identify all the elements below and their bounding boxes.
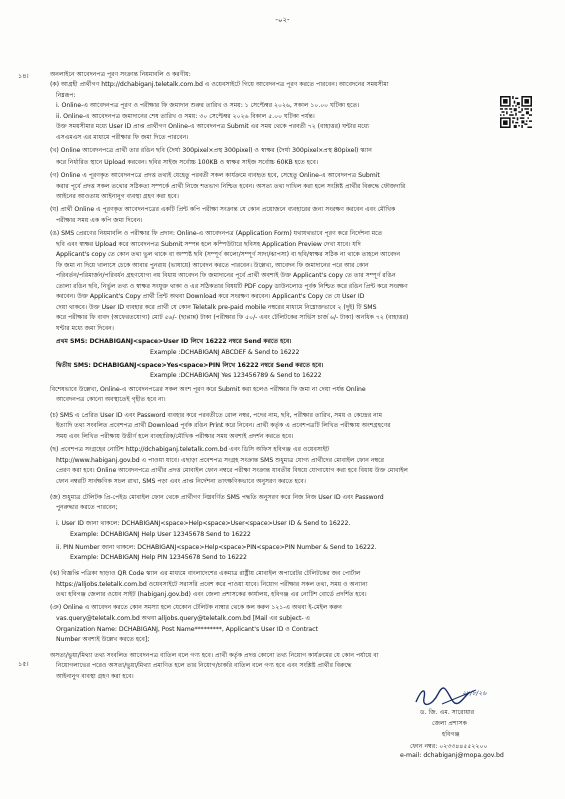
body-line: করে নির্ধারিত স্থানে Upload করবেন। ছবির সাইজ সর্বোচ্চ 100KB ও স্বাক্ষর সাইজ সর্বোচ্চ 60KB হতে হবে। xyxy=(56,158,319,166)
body-line: প্রেরণ করা হবে। Online আবেদনপত্রে প্রার্থীর প্রদত্ত মোবাইল ফোন নম্বরে পরীক্ষা সংক্রান্ত যাবতীয় বিষয়ে যোগাযোগ করা হবে বিধায় উক্ত মোবাইল xyxy=(56,467,408,475)
body-line: (ঙ) SMS প্রেরণের নিয়মাবলি ও পরীক্ষার ফি প্রদান: Online-এ আবেদনপত্র (Application Form) যথাযথভাবে পূরণ করে নির্দেশনা মতে xyxy=(50,229,383,237)
signatory-district: হবিগঞ্জ xyxy=(442,731,460,738)
body-line: (ঝ) বিজ্ঞপ্তি পত্রিকা ছাড়াও QR Code স্ক্যান এর মাধ্যমে বাংলাদেশের একমাত্র রাষ্ট্রীয় মোবাইল অপারেটর টেলিটকের জব পোর্টাল xyxy=(50,570,361,578)
body-line: Example :DCHABIGANJ ABCDEF & Send to 16222 xyxy=(150,348,300,356)
body-line: ii. PIN Number জানা থাকলে: DCHABIGANJ<space>Help<space>PIN<space>PIN Number & Send to 16222. xyxy=(56,543,377,551)
signatory-designation: জেলা প্রশাসক xyxy=(432,720,467,727)
body-line: তোলা রঙিন ছবি, নির্ভুল তথ্য ও স্বাক্ষর সংযুক্ত থাকা ও এর সঠিকতার বিষয়টি PDF copy ডাউনলোড পূর্বক নিশ্চিত করে রঙিন প্রিন্ট করে সংরক্ষণ xyxy=(56,282,408,290)
body-line: অসত্য/ভুয়া/মিথ্যা তথ্য সংবলিত আবেদনপত্র বাতিল বলে গণ্য হবে। প্রার্থী কর্তৃক প্রদত্ত কোনো তথ্য নিয়োগ কার্যক্রমের যে কোন পর্যায়ে বা xyxy=(50,651,379,659)
body-line: Applicant's copy তে কোন তথ্য ভুল থাকে বা অস্পষ্ট ছবি (সম্পূর্ণ কালো/সম্পূর্ণ সাদা/ঝাপসা) বা ছবি/স্বাক্ষর সঠিক না থাকে তাহলে আবেদন xyxy=(56,251,401,259)
body-line: আইনানুগ ব্যবস্থা গ্রহণ করা হবে। xyxy=(56,673,134,680)
body-line: প্রথম SMS: DCHABIGANJ<space>User ID লিখে 16222 নম্বরে Send করতে হবে। xyxy=(56,338,292,346)
body-line: নিম্নরূপ: xyxy=(56,91,76,99)
body-line: vas.query@teletalk.com.bd অথবা alljobs.query@teletalk.com.bd [Mail এর subject- এ xyxy=(56,614,311,622)
body-line: Example: DCHABIGANJ Help PIN 12345678 Send to 16222 xyxy=(70,554,247,562)
body-line: ফোন নম্বরটি সার্বক্ষণিক সচল রাখা, SMS পড়া এবং প্রাপ্ত নির্দেশনা তাৎক্ষণিকভাবে অনুসরণ করতে হবে। xyxy=(56,477,306,485)
section-14-title: অনলাইনে আবেদনপত্র পূরণ সংক্রান্ত নিয়মাবলি ও করণীয়: xyxy=(50,71,191,78)
body-line: (ক) আগ্রহী প্রার্থীগণ http://dchabiganj.teletalk.com.bd এ ওয়েবসাইটে গিয়ে আবেদনপত্র পূরণ করতে পারবেন। আবেদনের সময়সীমা xyxy=(50,81,389,88)
body-line: তথ্য হবিগঞ্জ জেলার ওয়েব সাইট (habiganj.gov.bd) এবং জেলা প্রশাসকের কার্যালয়, হবিগঞ্জ এর নোটিশ বোর্ডে প্রদর্শিত হবে। xyxy=(56,591,367,599)
body-line: পরিবর্তন/পরিমার্জন/পরিবর্ধন গ্রহণযোগ্য নয় বিধায় আবেদন ফি জমাদানের পূর্বে প্রার্থী অবশ্যই উক্ত Applicant's copy তে তার সম্পূর্ণ রঙিন xyxy=(56,272,396,280)
body-line: ফি জমা না দিয়ে খালাসে চেকে আবার পুনরায় (ভাষায়ে) আবেদন করতে পারবেন। উল্লেখ্য, আবেদন ফি জমাদানের পরে আর কোন xyxy=(56,261,369,269)
body-line: Organization Name: DCHABIGANJ, Post Name*********, Applicant's User ID ও Contract xyxy=(56,625,318,633)
body-line: করার পূর্বে প্রদত্ত সকল তথ্যের সঠিকতা সম্পর্কে প্রার্থী নিজে শতভাগ নিশ্চিত হবেন। অসত্য তথ্য দাখিল করা হলে সংশ্লিষ্ট প্রার্থীর বিরুদ্ধে ফৌজদারি xyxy=(56,182,406,190)
body-line: https://alljobs.teletalk.com.bd ওয়েবসাইটে সরাসরি প্রবেশ করে পাওয়া যাবে। নিয়োগ পরীক্ষার সকল তথ্য, সময় ও অন্যান্য xyxy=(56,580,368,588)
body-line: Number অবশ্যই উল্লেখ করতে হবে]; xyxy=(56,636,150,644)
body-line: (খ) Online আবেদনপত্রে প্রার্থী তার রঙিন ছবি (দৈর্ঘ্য 300pixel×প্রস্থ 300pixel) ও স্বাক্ষর (দৈর্ঘ্য 300pixel×প্রস্থ 80pixel) স্ক্যান xyxy=(50,146,372,154)
body-line: Example: DCHABIGANJ Help User 12345678 Send to 16222 xyxy=(70,530,251,538)
body-line: (ঘ) প্রার্থী Online এ পূরণকৃত আবেদনপত্রের একটি প্রিন্ট কপি পরীক্ষা সংক্রান্ত যে কোন প্রয়োজনে ব্যবহারের জন্য সংরক্ষণ করবেন এবং মৌখিক xyxy=(50,206,396,214)
body-line: ঘন্টার মধ্যে জমা দিবেন। xyxy=(56,324,114,332)
body-line: (ঞ) Online এ আবেদন করতে কোন সমস্যা হলে যেকোন টেলিটক নাম্বার থেকে কল করুন ১২১-এ অথবা ই-মেইল করুন xyxy=(50,604,342,612)
signatory-email: e-mail: dchabiganj@mopa.gov.bd xyxy=(400,752,504,759)
section-15-number: ১৫। xyxy=(18,660,29,668)
signatory-name: ড. জি. এম. সারোয়ার xyxy=(420,709,475,716)
body-line: (চ) SMS এ প্রেরিত User ID এবং Password ব্যবহার করে পরবর্তীতে রোল নম্বর, পদের নাম, ছবি, পরীক্ষার তারিখ, সময় ও কেন্দ্রের নাম xyxy=(50,411,382,419)
signature-date: ২৮/৮/২৬ xyxy=(462,690,487,697)
body-line: দেয়া থাকবে। উক্ত User ID ব্যবহার করে প্রার্থী যে কোন Teletalk pre-paid mobile নম্বরের মাধ্যমে নিম্নোক্তভাবে ২ (দুই) টি SMS xyxy=(56,303,377,311)
body-line: করবেন। উক্ত Applicant's Copy প্রার্থী প্রিন্ট অথবা Download করে সংরক্ষণ করবেন। Applicant's Copy তে যে User ID xyxy=(56,293,365,301)
qr-code-icon xyxy=(500,96,532,128)
body-line: ছবি এবং স্বাক্ষর Upload করে আবেদনপত্র Submit সম্পন্ন হলে কম্পিউটারে ছবিসহ Application Preview দেখা যাবে। যদি xyxy=(56,240,361,248)
signatory-phone: ফোন নম্বর: ০২৩৩৪৪৫৫২২০০ xyxy=(410,743,488,750)
body-line: ইত্যাদি তথ্য সংবলিত প্রবেশপত্র প্রার্থী Download পূর্বক রঙিন Print করে নিবেন। প্রার্থী কর্তৃক এ প্রবেশপত্রটি লিখিত পরীক্ষায় অংশগ্রহণের xyxy=(56,422,391,430)
body-line: ii. Online-এ আবেদনপত্র জমাদানের শেষ তারিখ ও সময়: ৩০ সেপ্টেম্বর ২০২৬ বিকাল ৫.০০ ঘটিকা পর্যন্ত। xyxy=(56,112,315,120)
body-line: নিয়োগলাভের পরেও অসত্য/ভুয়া/মিথ্যা প্রমাণিত হলে তার নিয়োগ/চাকরি বাতিল বলে গণ্য হবে এবং সংশ্লিষ্ট প্রার্থীর বিরুদ্ধে xyxy=(56,662,352,670)
body-line: (জ) শুধুমাত্র টেলিটক প্রি-পেইড মোবাইল ফোন থেকে প্রার্থীগণ নিম্নবর্ণিত SMS পদ্ধতি অনুসরণ করে নিজ নিজ User ID এবং Password xyxy=(50,493,384,501)
body-line: পুনরুদ্ধার করতে পারবেন; xyxy=(56,504,118,512)
page-number: -০২- xyxy=(275,16,290,24)
body-line: আইনের আওতায় আইনানুগ ব্যবস্থা গ্রহণ করা হবে। xyxy=(56,193,179,201)
body-line: http://www.habiganj.gov.bd এ পাওয়া যাবে। এছাড়া প্রবেশপত্র সংগ্রহ সংক্রান্ত SMS শুধুমাত্র যোগ্য প্রার্থীদের মোবাইল ফোন নম্বরে xyxy=(56,456,384,464)
body-line: সময় এবং লিখিত পরীক্ষায় উত্তীর্ণ হলে ব্যবহারিক/মৌখিক পরীক্ষার সময় অবশ্যই প্রদর্শন করতে হবে। xyxy=(56,433,294,441)
body-line: বিশেষভাবে উল্লেখ্য, Online-এ আবেদনপত্রের সকল অংশ পূরণ করে Submit করা হলেও পরীক্ষার ফি জমা না দেয়া পর্যন্ত Online xyxy=(50,385,366,393)
body-line: করে পরীক্ষার ফি বাবদ (অফেরতযোগ্য) মোট ৫৬/- (ছাপ্পান্ন) টাকা (পরীক্ষার ফি ৫০/- এবং টেলিটকের সার্ভিস চার্জ ৬/- টাকা) অনধিক ৭২ (বাহাত্তর) xyxy=(56,314,409,322)
body-line: এসএমএস এর মাধ্যমে পরীক্ষার ফি জমা দিতে পারবেন। xyxy=(56,133,189,141)
body-line: আবেদনপত্র কোনো অবস্থাতেই গৃহীত হবে না। xyxy=(56,396,166,404)
body-line: দ্বিতীয় SMS: DCHABIGANJ<space>Yes<space>PIN লিখে 16222 নম্বরে Send করতে হবে। xyxy=(56,361,324,369)
body-line: i. User ID জানা থাকলে: DCHABIGANJ<space>Help<space>User<space>User ID & Send to 16222. xyxy=(56,520,351,528)
body-line: পরীক্ষার সময় এক কপি জমা দিবেন। xyxy=(56,216,143,224)
body-line: উক্ত সময়সীমার মধ্যে User ID প্রাপ্ত প্রার্থীগণ Online-এ আবেদনপত্র Submit এর সময় থেকে পরবর্তী ৭২ (বাহাত্তর) ঘন্টার মধ্যে xyxy=(56,123,369,131)
body-line: (ছ) প্রবেশপত্র সংগ্রহের নোটিশ http://dchabiganj.teletalk.com.bd এবং ডিসি অফিস হবিগঞ্জ এর ওয়েবসাইট xyxy=(50,446,330,454)
body-line: i. Online-এ আবেদনপত্র পূরণ ও পরীক্ষার ফি জমাদান শুরুর তারিখ ও সময়: ১ সেপ্টেম্বর ২০২৬, সকাল ১০.০০ ঘটিকা হতে। xyxy=(56,102,360,110)
section-14-number: ১৪। xyxy=(18,72,29,80)
body-line: Example :DCHABIGANJ Yes 123456789 & Send to 16222 xyxy=(150,372,322,380)
body-line: (গ) Online এ পূরণকৃত আবেদনপত্রে প্রদত্ত তথ্যই যেহেতু পরবর্তী সকল কার্যক্রমে ব্যবহৃত হবে, সেহেতু Online-এ আবেদনপত্র Submit xyxy=(50,171,380,179)
